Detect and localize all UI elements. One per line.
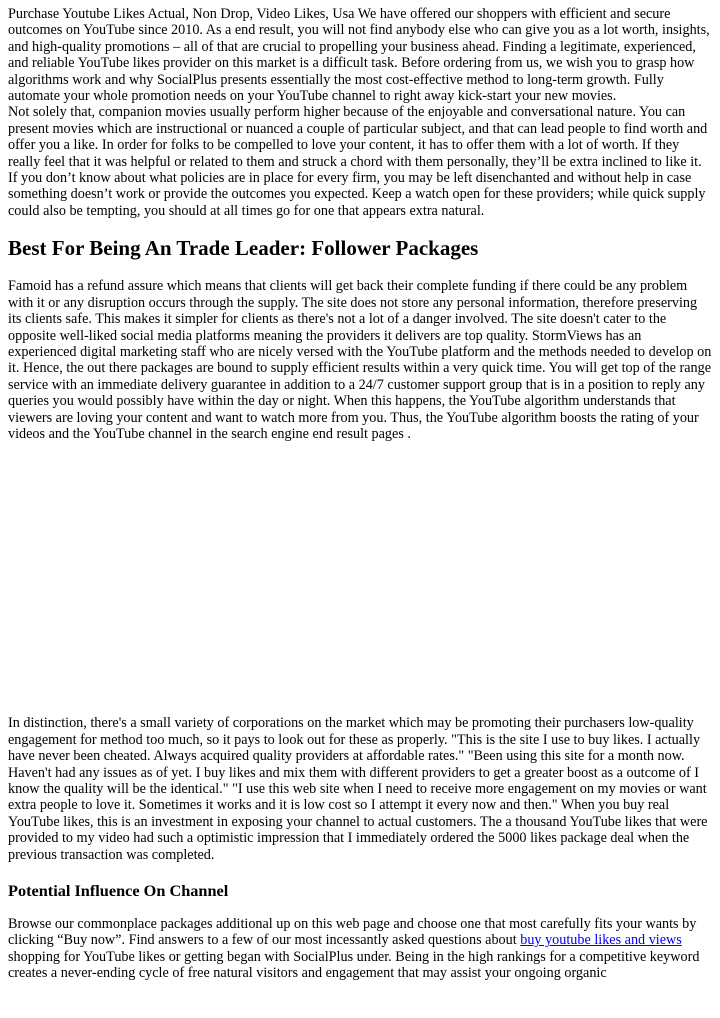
section-heading-trade-leader: Best For Being An Trade Leader: Follower Packages	[8, 236, 479, 261]
section-1-paragraph-2: In distinction, there's a small variety of corporations on the market which may be promoting their purchasers low-quality engagement for method too much, so it pays to look out for these as properly. "This is the site I use to buy likes. I actually have never been cheated. Always acquired quality providers at affordable rates." "Been using this site for a month now. Haven't had any issues as of yet. I buy likes and mix them with different providers to get a greater boost as a outcome of I know the quality will be the identical." "I use this web site when I need to receive more engagement on my movies or want extra people to love it. Sometimes it works and it is low cost so I attempt it every now and then." When you buy real YouTube likes, this is an investment in exposing your channel to actual customers. The a thousand YouTube likes that were provided to my video had such a optimistic impression that I immediately ordered the 5000 likes package deal when the previous transaction was completed.	[8, 715, 708, 863]
buy-youtube-likes-link[interactable]: buy youtube likes and views	[520, 932, 682, 949]
section-2-text-before-link: Browse our commonplace packages additional up on this web page and choose one that most carefully fits your wants by clicking “Buy now”. Find answers to a few of our most incessantly asked questions about	[8, 916, 697, 949]
section-heading-channel-influence: Potential Influence On Channel	[8, 881, 229, 900]
blank-area	[8, 442, 712, 715]
section-2-paragraph	[8, 916, 712, 982]
intro-paragraph-1: Purchase Youtube Likes Actual, Non Drop, Video Likes, Usa We have offered our shoppers with efficient and secure outcomes on YouTube since 2010. As a end result, you will not find anybody else who can give you as a lot worth, insights, and high-quality promotions – all of that are crucial to propelling your business ahead. Finding a legitimate, experienced, and reliable YouTube likes provider on this market is a difficult task. Before ordering from us, we wish you to grasp how algorithms work and why SocialPlus presents essentially the most cost-effective method to long-term growth. Fully automate your whole promotion needs on your YouTube channel to right away kick-start your new movies.	[8, 6, 710, 105]
section-2-text-after-link: shopping for YouTube likes or getting began with SocialPlus under. Being in the high rankings for a competitive keyword creates a never-ending cycle of free natural visitors and engagement that may assist your ongoing organic	[8, 948, 700, 982]
section-1-paragraph: Famoid has a refund assure which means that clients will get back their complete funding if there could be any problem with it or any disruption occurs through the supply. The site does not store any personal information, therefore preserving its clients safe. This makes it simpler for clients as there's not a lot of a danger involved. The site doesn't cater to the opposite well-liked social media platforms meaning the providers it delivers are top quality. StormViews has an experienced digital marketing staff who are nicely versed with the YouTube platform and the methods needed to develop on it. Hence, the out there packages are bound to supply efficient results within a very quick time. You will get top of the range service with an immediate delivery guarantee in addition to a 24/7 customer support group that is in a position to reply any queries you would possibly have within the day or night. When this happens, the YouTube algorithm understands that viewers are loving your content and want to watch more from you. Thus, the YouTube algorithm boosts the rating of your videos and the YouTube channel in the search engine end result pages .	[8, 278, 712, 442]
intro-paragraph-2: Not solely that, companion movies usually perform higher because of the enjoyable and conversational nature. You can present movies which are instructional or nuanced a couple of particular subject, and that can lead people to find worth and offer you a like. In order for folks to be compelled to love your content, it has to offer them with a lot of worth. If they really feel that it was helpful or related to them and struck a chord with them personally, they’ll be extra inclined to like it. If you don’t know about what policies are in place for every firm, you may be left disenchanted and without help in case something doesn’t work or provide the outcomes you expected. Keep a watch open for these providers; while quick supply could also be tempting, you should at all times go for one that appears extra natural.	[8, 104, 708, 219]
